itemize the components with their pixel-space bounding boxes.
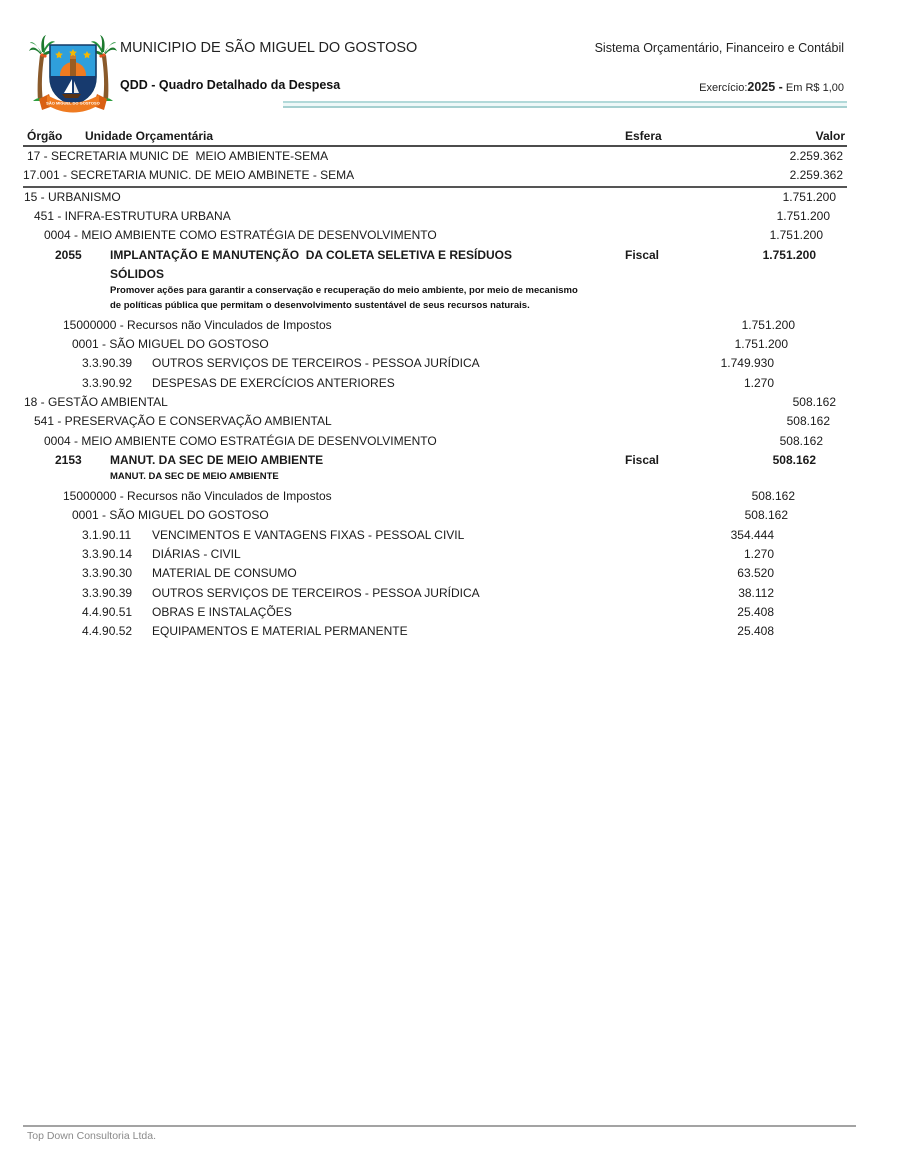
row-subfonte: [23, 335, 847, 354]
row-value: 1.749.930: [720, 356, 774, 371]
action-title: MANUT. DA SEC DE MEIO AMBIENTE: [110, 453, 324, 467]
column-orgao: Órgão: [27, 129, 63, 143]
row-acao: [23, 451, 847, 470]
row-label: 451 - INFRA-ESTRUTURA URBANA: [34, 209, 231, 224]
row-value: 1.751.200: [741, 317, 795, 332]
row-elemento: [23, 374, 847, 393]
row-fonte: [23, 316, 847, 335]
column-unidade: Unidade Orçamentária: [85, 129, 214, 143]
row-value: 1.270: [743, 375, 774, 390]
row-label: 0001 - SÃO MIGUEL DO GOSTOSO: [72, 336, 269, 351]
row-elemento: [23, 622, 847, 641]
row-value: 1.270: [743, 546, 774, 561]
row-subfuncao: [23, 207, 847, 226]
row-fonte: [23, 487, 847, 506]
action-esfera: Fiscal: [625, 247, 660, 262]
element-label: MATERIAL DE CONSUMO: [152, 566, 297, 581]
row-value: 1.751.200: [762, 247, 816, 262]
row-elemento: [23, 545, 847, 564]
element-label: EQUIPAMENTOS E MATERIAL PERMANENTE: [152, 624, 408, 639]
element-code: 3.3.90.30: [82, 566, 133, 581]
action-description: Promover ações para garantir a conservação e recuperação do meio ambiente, por meio de mecanismo de políticas pública que permitam o desenvolvimento sustentável de seus recursos naturais.: [110, 285, 578, 311]
footer-company: Top Down Consultoria Ltda.: [27, 1130, 156, 1142]
row-value: 2.259.362: [789, 149, 843, 163]
row-value: 25.408: [737, 605, 774, 619]
row-label: 15000000 - Recursos não Vinculados de Impostos: [63, 488, 332, 503]
row-elemento: [23, 564, 847, 583]
action-code: 2153: [55, 453, 82, 467]
row-value: 508.162: [786, 414, 830, 429]
row-elemento: [23, 354, 847, 373]
row-label: 0004 - MEIO AMBIENTE COMO ESTRATÉGIA DE DESENVOLVIMENTO: [44, 433, 437, 448]
row-subfuncao: [23, 412, 847, 431]
shield-icon: [50, 45, 96, 106]
action-esfera: Fiscal: [625, 453, 660, 467]
row-label: 15000000 - Recursos não Vinculados de Impostos: [63, 317, 332, 332]
element-code: 4.4.90.52: [82, 624, 133, 639]
system-name: Sistema Orçamentário, Financeiro e Contábil: [594, 41, 844, 55]
row-label: 0001 - SÃO MIGUEL DO GOSTOSO: [72, 508, 269, 523]
row-funcao: [23, 188, 847, 207]
row-elemento: [23, 584, 847, 603]
row-value: 1.751.200: [769, 228, 823, 243]
row-value: 2.259.362: [789, 168, 843, 183]
row-value: 508.162: [779, 433, 823, 448]
header-divider: [283, 101, 847, 108]
action-code: 2055: [55, 247, 82, 262]
element-label: DIÁRIAS - CIVIL: [152, 546, 241, 561]
row-value: 38.112: [738, 585, 774, 600]
exercise-label: Exercício:: [699, 82, 748, 94]
column-valor: Valor: [815, 129, 845, 143]
currency-note: Em R$ 1,00: [782, 82, 844, 94]
element-code: 3.3.90.39: [82, 585, 133, 600]
row-value: 25.408: [737, 624, 774, 639]
row-elemento: [23, 526, 847, 545]
action-description: MANUT. DA SEC DE MEIO AMBIENTE: [110, 471, 279, 483]
report-title: QDD - Quadro Detalhado da Despesa: [120, 78, 341, 92]
table-column-header: [23, 127, 847, 147]
row-orgao: [23, 147, 847, 166]
row-programa: [23, 226, 847, 245]
element-code: 3.1.90.11: [82, 527, 132, 542]
row-elemento: [23, 603, 847, 622]
row-label: 15 - URBANISMO: [24, 189, 121, 204]
row-value: 1.751.200: [734, 336, 788, 351]
row-value: 354.444: [730, 527, 774, 542]
column-esfera: Esfera: [625, 129, 662, 143]
element-code: 3.3.90.92: [82, 375, 133, 390]
element-label: OUTROS SERVIÇOS DE TERCEIROS - PESSOA JURÍDICA: [152, 585, 480, 600]
exercise-year: 2025 -: [747, 80, 783, 94]
row-programa: [23, 432, 847, 451]
row-funcao: [23, 393, 847, 412]
row-label: 18 - GESTÃO AMBIENTAL: [24, 394, 168, 409]
element-label: DESPESAS DE EXERCÍCIOS ANTERIORES: [152, 375, 395, 390]
logo-banner-text: SÃO MIGUEL DO GOSTOSO: [46, 100, 100, 106]
row-unidade: [23, 166, 847, 185]
element-label: OUTROS SERVIÇOS DE TERCEIROS - PESSOA JURÍDICA: [152, 356, 480, 371]
row-value: 508.162: [744, 508, 788, 523]
element-label: VENCIMENTOS E VANTAGENS FIXAS - PESSOAL CIVIL: [152, 527, 465, 542]
row-label: 0004 - MEIO AMBIENTE COMO ESTRATÉGIA DE DESENVOLVIMENTO: [44, 228, 437, 243]
row-value: 508.162: [792, 394, 836, 409]
row-value: 1.751.200: [782, 189, 836, 204]
row-value: 508.162: [772, 453, 816, 467]
row-value: 508.162: [751, 488, 795, 503]
row-label: 541 - PRESERVAÇÃO E CONSERVAÇÃO AMBIENTAL: [34, 414, 332, 429]
action-title: IMPLANTAÇÃO E MANUTENÇÃO DA COLETA SELETIVA E RESÍDUOS SÓLIDOS: [110, 247, 516, 282]
row-value: 63.520: [737, 566, 774, 581]
municipality-name: MUNICIPIO DE SÃO MIGUEL DO GOSTOSO: [120, 40, 418, 56]
element-code: 3.3.90.14: [82, 546, 133, 561]
exercise-info: [699, 80, 844, 94]
row-acao: [23, 246, 847, 285]
element-code: 4.4.90.51: [82, 605, 133, 619]
budget-table: [23, 127, 847, 642]
row-value: 1.751.200: [776, 209, 830, 224]
footer-divider: [23, 1125, 856, 1127]
municipality-coat-of-arms: [29, 31, 117, 119]
element-code: 3.3.90.39: [82, 356, 133, 371]
row-label: 17 - SECRETARIA MUNIC DE MEIO AMBIENTE-SEMA: [27, 149, 329, 163]
element-label: OBRAS E INSTALAÇÕES: [152, 605, 292, 619]
row-subfonte: [23, 506, 847, 525]
row-label: 17.001 - SECRETARIA MUNIC. DE MEIO AMBINETE - SEMA: [23, 168, 355, 183]
